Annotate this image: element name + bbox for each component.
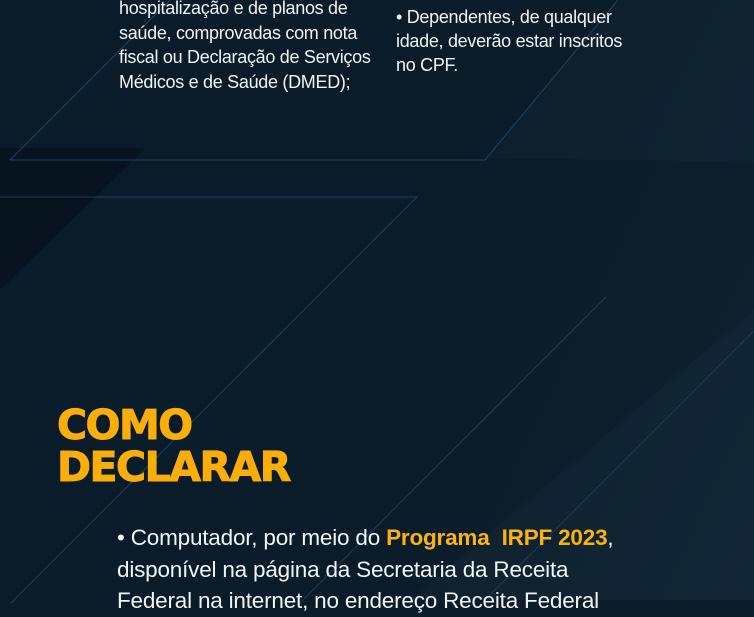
text-line: hospitalização e de planos de [119, 0, 348, 18]
how-to-declare-paragraph [117, 522, 613, 617]
section-title [57, 401, 290, 491]
deduction-item-text [119, 0, 371, 94]
paragraph-line1-prefix: • Computador, por meio do [117, 525, 387, 550]
section-title-line1: COMO [57, 401, 192, 449]
paragraph-line3: Federal na internet, no endereço Receita Federal [117, 588, 599, 613]
text-line: Médicos e de Saúde (DMED); [119, 71, 351, 92]
section-title-line2: DECLARAR [57, 443, 290, 491]
paragraph-line1-suffix: , [607, 525, 614, 550]
paragraph-line2: disponível na página da Secretaria da Receita [117, 556, 569, 582]
paragraph-line1 [117, 522, 613, 554]
program-name-highlight: Programa IRPF 2023 [386, 525, 608, 550]
text-line: • Dependentes, de qualquer [396, 7, 612, 27]
dependents-item-text [396, 5, 622, 77]
text-line: idade, deverão estar inscritos [396, 31, 623, 51]
text-line: no CPF. [396, 55, 458, 75]
text-line: saúde, comprovadas com nota [119, 22, 358, 43]
text-line: fiscal ou Declaração de Serviços [119, 47, 371, 67]
